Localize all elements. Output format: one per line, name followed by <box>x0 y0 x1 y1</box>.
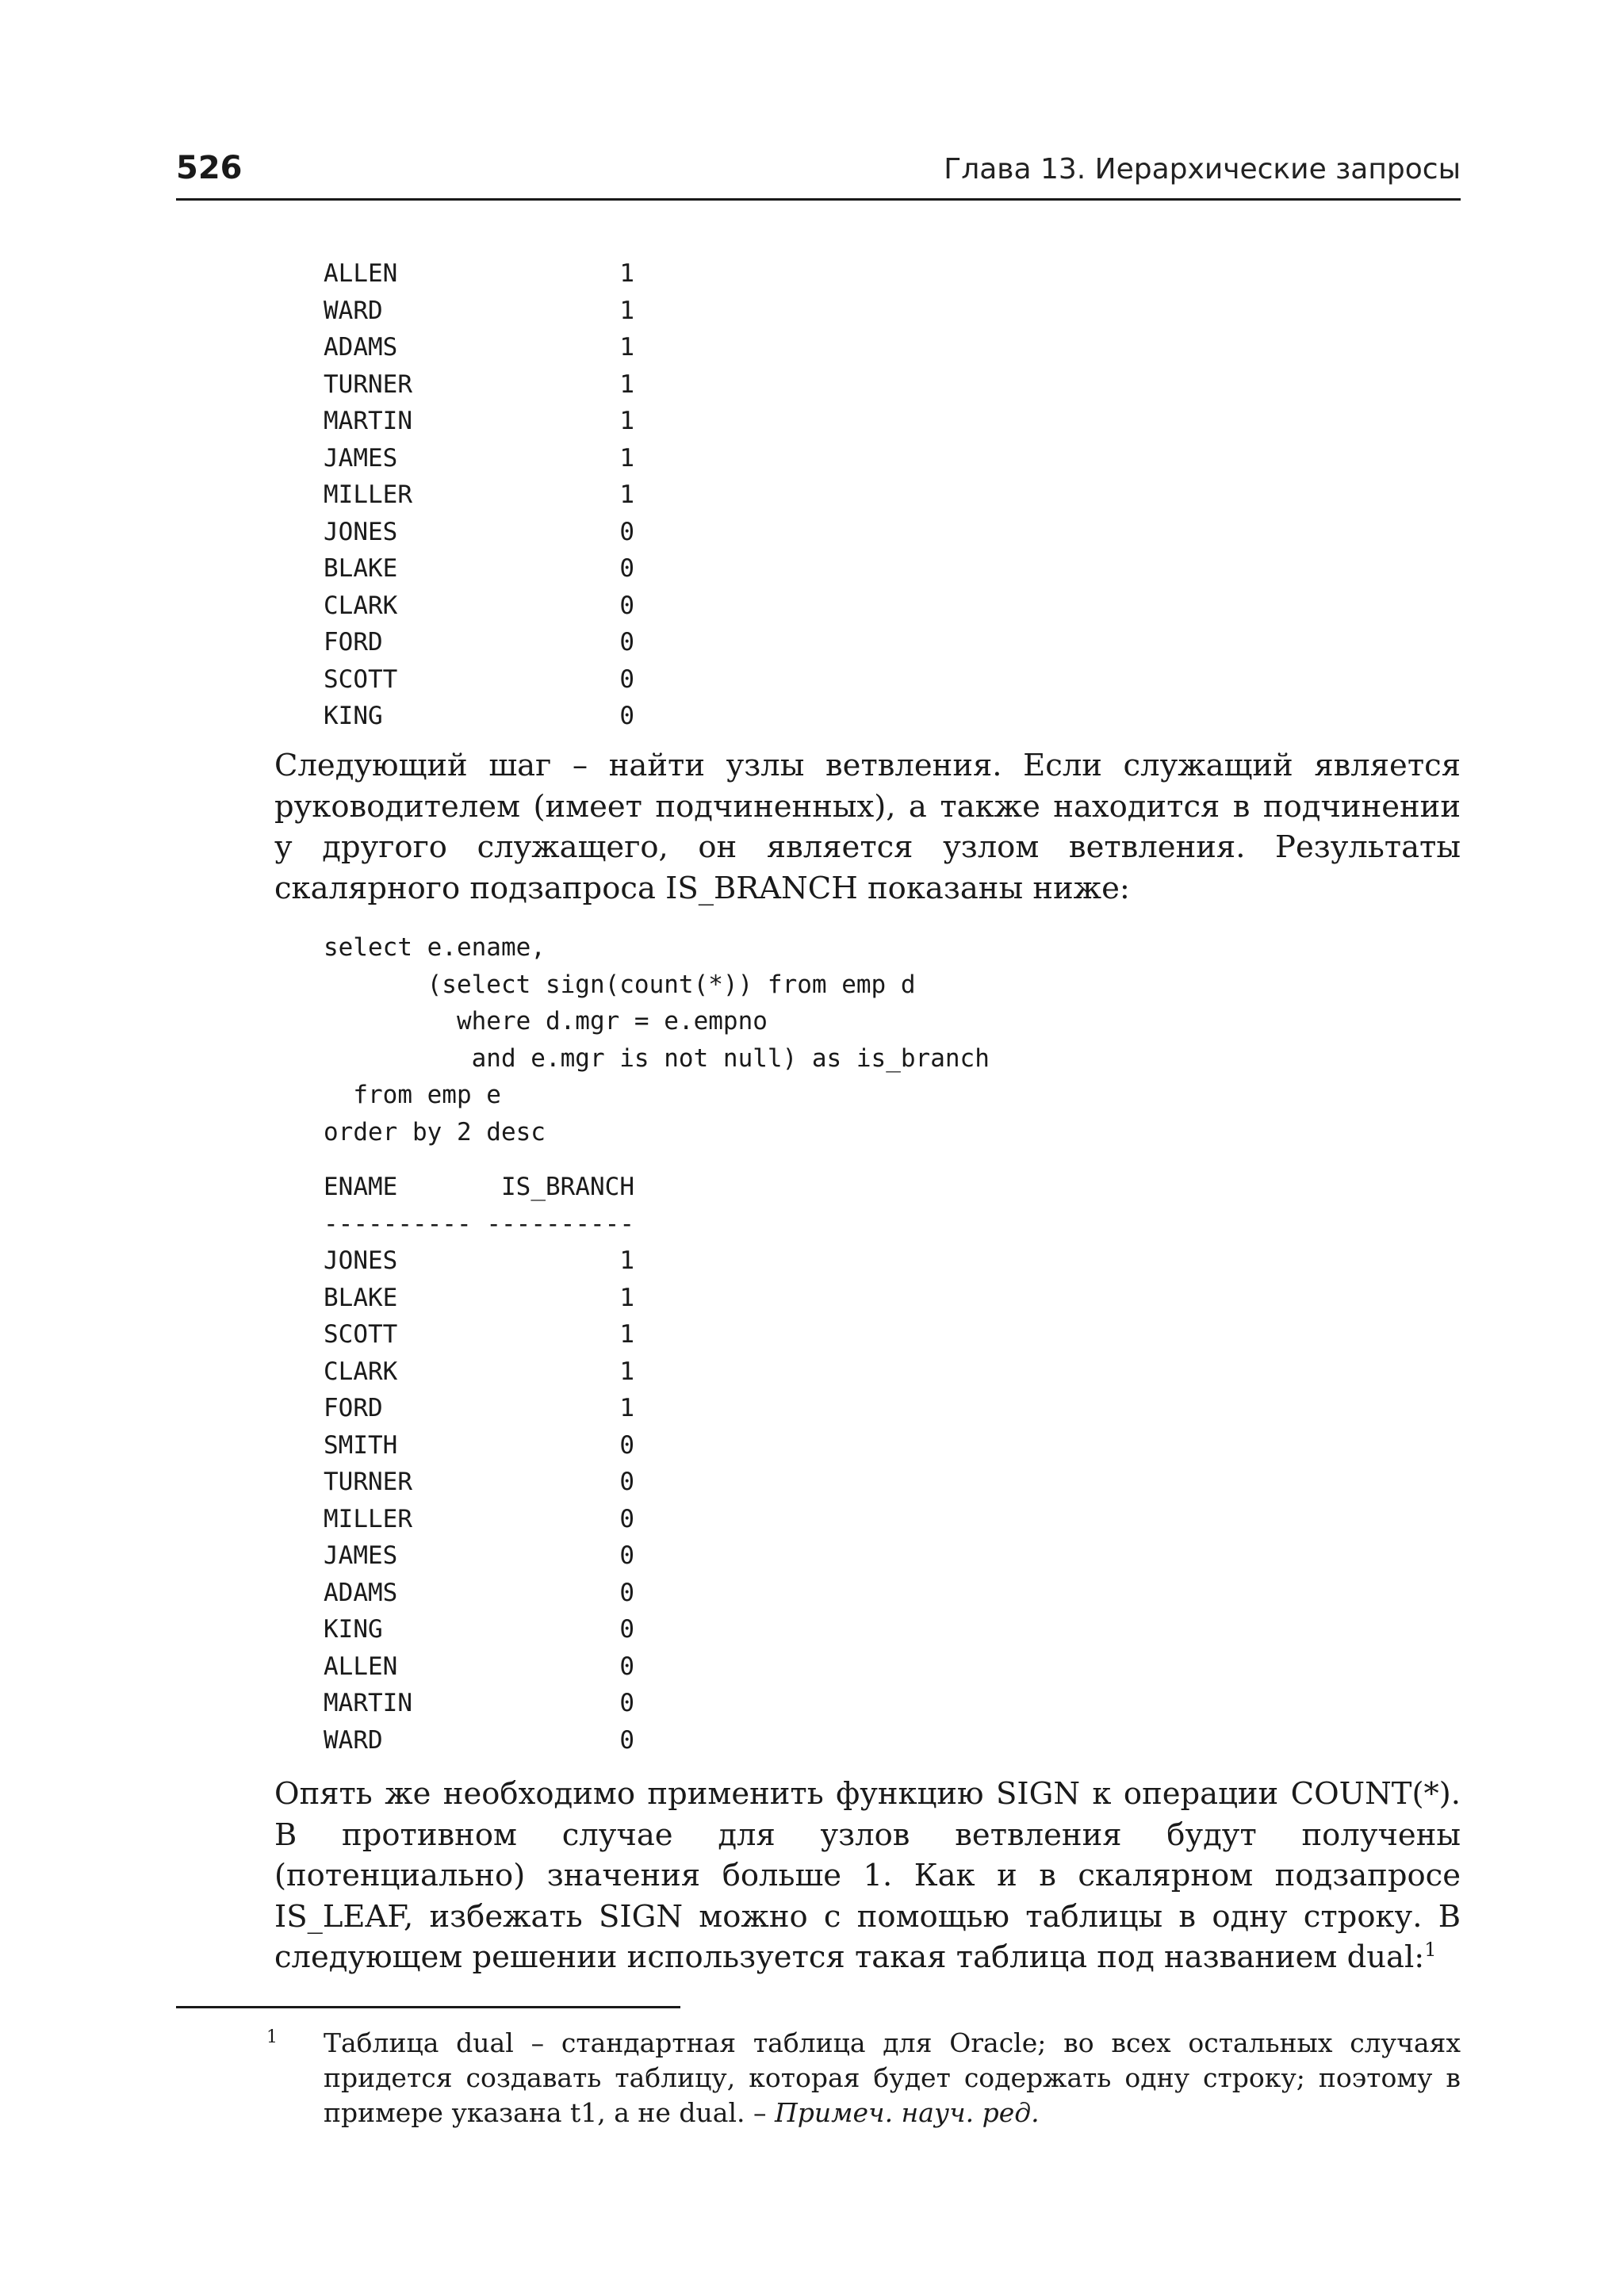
paragraph-sign-text: Опять же необходимо применить функцию SIGN к операции COUNT(*). В противном случае для узлов ветвления будут получены (потенциально) значения больше 1. Как и в скалярном подзапросе IS_LEAF, избежать SIGN можно с помощью таблицы в одну строку. В следующем решении используется такая таблица под названием dual: <box>274 1776 1461 1975</box>
query-result-table-leaf <box>324 255 634 735</box>
value-cell: 1 <box>619 1283 634 1312</box>
table-row <box>324 1390 634 1427</box>
chapter-title: Глава 13. Иерархические запросы <box>944 153 1461 186</box>
value-cell: 0 <box>619 702 634 730</box>
ename-cell: MARTIN <box>324 1689 412 1717</box>
ename-cell: ADAMS <box>324 333 398 362</box>
ename-cell: SCOTT <box>324 1320 398 1349</box>
value-cell: 1 <box>619 296 634 325</box>
value-cell: 0 <box>619 1468 634 1496</box>
header-separator-row <box>324 1206 634 1243</box>
footnote-text <box>324 2026 1461 2130</box>
value-cell: 0 <box>619 1652 634 1681</box>
value-cell: 1 <box>619 1394 634 1422</box>
ename-cell: KING <box>324 702 383 730</box>
header-divider <box>176 198 1461 201</box>
value-cell: 1 <box>619 259 634 288</box>
table-row <box>324 440 634 477</box>
table-row <box>324 255 634 293</box>
ename-cell: MILLER <box>324 480 412 509</box>
column-header-row <box>324 1169 634 1206</box>
table-row <box>324 1722 634 1759</box>
ename-cell: JONES <box>324 1246 398 1275</box>
table-row <box>324 1242 634 1280</box>
table-row <box>324 403 634 440</box>
table-row <box>324 1427 634 1464</box>
ename-cell: FORD <box>324 1394 383 1422</box>
code-line: select e.ename, <box>324 933 546 962</box>
value-cell: 0 <box>619 1504 634 1533</box>
value-cell: 0 <box>619 664 634 694</box>
page-number: 526 <box>176 150 243 186</box>
ename-cell: JONES <box>324 517 398 546</box>
ename-cell: MARTIN <box>324 407 412 435</box>
code-line: where d.mgr = e.empno <box>324 1007 768 1035</box>
value-cell: 1 <box>619 480 634 509</box>
code-line: (select sign(count(*)) from emp d <box>324 970 916 999</box>
table-row <box>324 1353 634 1391</box>
table-row <box>324 1575 634 1612</box>
ename-cell: JAMES <box>324 443 398 473</box>
ename-cell: ADAMS <box>324 1578 398 1607</box>
ename-cell: FORD <box>324 628 383 657</box>
footnote-marker: 1 <box>266 2027 278 2047</box>
value-cell: 1 <box>619 369 634 399</box>
ename-cell: ALLEN <box>324 1652 398 1681</box>
header-separator-value: ---------- <box>486 1209 634 1238</box>
ename-cell: ALLEN <box>324 259 398 288</box>
footnote-editor-note: Примеч. науч. ред. <box>775 2097 1040 2128</box>
paragraph-branch-intro: Следующий шаг – найти узлы ветвления. Если служащий является руководителем (имеет подчиненных), а также находится в подчинении у другого служащего, он является узлом ветвления. Результаты скалярного подзапроса IS_BRANCH показаны ниже: <box>274 748 1461 906</box>
value-cell: 1 <box>619 1320 634 1349</box>
query-result-table-branch <box>324 1169 634 1759</box>
ename-cell: WARD <box>324 296 383 325</box>
ename-cell: TURNER <box>324 1468 412 1496</box>
value-cell: 1 <box>619 407 634 435</box>
value-cell: 0 <box>619 591 634 620</box>
value-cell: 0 <box>619 1430 634 1460</box>
table-row <box>324 366 634 404</box>
table-row <box>324 1685 634 1722</box>
ename-cell: CLARK <box>324 591 398 620</box>
ename-cell: MILLER <box>324 1504 412 1533</box>
table-row <box>324 1611 634 1648</box>
ename-cell: WARD <box>324 1725 383 1755</box>
table-row <box>324 329 634 366</box>
table-row <box>324 624 634 661</box>
table-row <box>324 550 634 588</box>
value-cell: 1 <box>619 443 634 473</box>
ename-cell: SMITH <box>324 1430 398 1460</box>
code-line: order by 2 desc <box>324 1117 546 1146</box>
table-row <box>324 1280 634 1317</box>
table-row <box>324 477 634 514</box>
column-header-value: IS_BRANCH <box>501 1173 634 1201</box>
ename-cell: JAMES <box>324 1541 398 1570</box>
ename-cell: SCOTT <box>324 664 398 694</box>
table-row <box>324 1648 634 1686</box>
value-cell: 0 <box>619 1578 634 1607</box>
value-cell: 0 <box>619 628 634 657</box>
value-cell: 1 <box>619 1357 634 1386</box>
table-row <box>324 1537 634 1575</box>
header-separator-name: ---------- <box>324 1209 472 1238</box>
footnote-body: Таблица dual – стандартная таблица для Oracle; во всех остальных случаях придется создавать таблицу, которая будет содержать одну строку; поэтому в примере указана t1, а не dual. – <box>324 2027 1461 2128</box>
value-cell: 1 <box>619 1246 634 1275</box>
ename-cell: CLARK <box>324 1357 398 1386</box>
ename-cell: BLAKE <box>324 1283 398 1312</box>
value-cell: 0 <box>619 1689 634 1717</box>
table-row <box>324 698 634 735</box>
value-cell: 0 <box>619 1541 634 1570</box>
table-row <box>324 293 634 330</box>
table-row <box>324 1501 634 1538</box>
footnote-reference[interactable]: 1 <box>1424 1939 1437 1961</box>
value-cell: 0 <box>619 517 634 546</box>
code-line: from emp e <box>324 1081 501 1109</box>
code-line: and e.mgr is not null) as is_branch <box>324 1043 990 1073</box>
value-cell: 1 <box>619 333 634 362</box>
ename-cell: BLAKE <box>324 554 398 583</box>
table-row <box>324 588 634 625</box>
value-cell: 0 <box>619 1725 634 1755</box>
footnote <box>266 2026 1461 2130</box>
table-row <box>324 1316 634 1353</box>
ename-cell: KING <box>324 1615 383 1644</box>
sql-code-block <box>324 929 990 1150</box>
table-row <box>324 1464 634 1501</box>
ename-cell: TURNER <box>324 369 412 399</box>
column-header-name: ENAME <box>324 1173 398 1201</box>
table-row <box>324 514 634 551</box>
footnote-divider <box>176 2006 680 2008</box>
value-cell: 0 <box>619 1615 634 1644</box>
table-row <box>324 661 634 699</box>
value-cell: 0 <box>619 554 634 583</box>
paragraph-sign-explanation <box>274 1774 1461 1978</box>
